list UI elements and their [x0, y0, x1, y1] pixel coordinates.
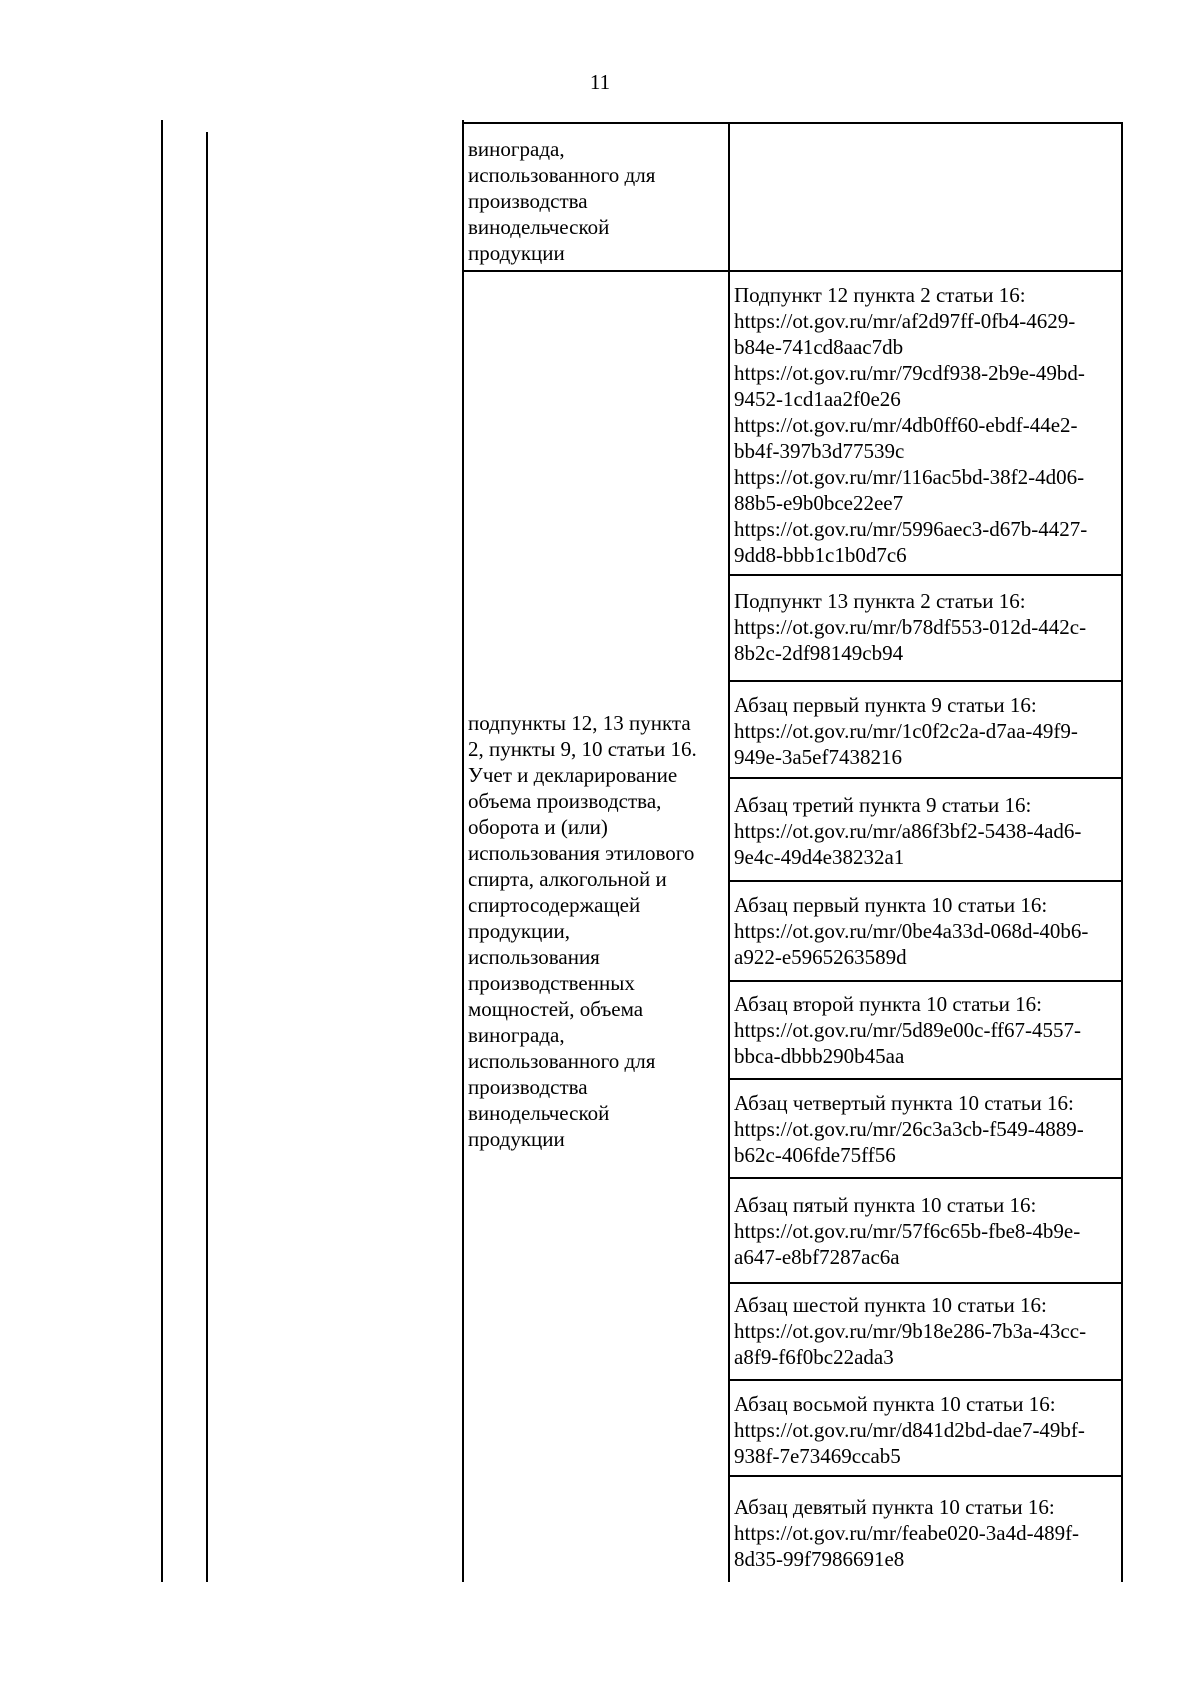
reference-cell: Абзац второй пункта 10 статьи 16: https://ot.gov.ru/mr/5d89e00c-ff67-4557- bbca-dbbb290b45aa [734, 992, 1082, 1068]
page-number: 11 [589, 70, 611, 94]
row-divider [462, 270, 1123, 272]
table-column-divider-1 [206, 132, 208, 1582]
table-left-border [161, 120, 163, 1582]
table-column-divider-3 [728, 122, 730, 1582]
reference-cell: Абзац восьмой пункта 10 статьи 16: https://ot.gov.ru/mr/d841d2bd-dae7-49bf- 938f-7e73469ccab5 [734, 1392, 1085, 1468]
reference-divider [728, 1282, 1123, 1284]
reference-cell: Абзац первый пункта 9 статьи 16: https://ot.gov.ru/mr/1c0f2c2a-d7aa-49f9- 949e-3a5ef7438216 [734, 693, 1078, 769]
reference-cell: Подпункт 12 пункта 2 статьи 16: https://ot.gov.ru/mr/af2d97ff-0fb4-4629- b84e-741cd8aac7db https://ot.gov.ru/mr/79cdf938-2b9e-49bd- 9452-1cd1aa2f0e26 https://ot.gov.ru/mr/4db0ff60-ebdf-44e2- bb4f-397b3d77539c https://ot.gov.ru/mr/116ac5bd-38f2-4d06- 88b5-e9b0bce22ee7 https://ot.gov.ru/mr/5996aec3-d67b-4427- 9dd8-bbb1c1b0d7c6 [734, 283, 1088, 567]
reference-cell: Абзац шестой пункта 10 статьи 16: https://ot.gov.ru/mr/9b18e286-7b3a-43cc- a8f9-f6f0bc22ada3 [734, 1293, 1087, 1369]
reference-cell: Абзац четвертый пункта 10 статьи 16: https://ot.gov.ru/mr/26c3a3cb-f549-4889- b62c-406fde75ff56 [734, 1091, 1084, 1167]
reference-cell: Абзац девятый пункта 10 статьи 16: https://ot.gov.ru/mr/feabe020-3a4d-489f- 8d35-99f7986691e8 [734, 1495, 1080, 1571]
table-column-divider-2 [462, 120, 464, 1582]
reference-divider [728, 1078, 1123, 1080]
reference-divider [728, 574, 1123, 576]
reference-divider [728, 1177, 1123, 1179]
reference-cell: Подпункт 13 пункта 2 статьи 16: https://ot.gov.ru/mr/b78df553-012d-442c- 8b2c-2df98149cb94 [734, 589, 1087, 665]
reference-divider [728, 880, 1123, 882]
reference-divider [728, 680, 1123, 682]
reference-cell: Абзац третий пункта 9 статьи 16: https://ot.gov.ru/mr/a86f3bf2-5438-4ad6- 9e4c-49d4e38232a1 [734, 793, 1082, 869]
reference-divider [728, 1475, 1123, 1477]
reference-cell: Абзац пятый пункта 10 статьи 16: https://ot.gov.ru/mr/57f6c65b-fbe8-4b9e- a647-e8bf7287ac6a [734, 1193, 1081, 1269]
reference-divider [728, 980, 1123, 982]
reference-cell: Абзац первый пункта 10 статьи 16: https://ot.gov.ru/mr/0be4a33d-068d-40b6- a922-e5965263589d [734, 893, 1089, 969]
carryover-cell-text: винограда, использованного для производства винодельческой продукции [468, 137, 656, 265]
reference-divider [728, 1379, 1123, 1381]
reference-divider [728, 777, 1123, 779]
table-top-border [462, 122, 1123, 124]
requirement-cell-text: подпункты 12, 13 пункта 2, пункты 9, 10 статьи 16. Учет и декларирование объема производства, оборота и (или) использования этилового спирта, алкогольной и спиртосодержащей продукции, использования производственных мощностей, объема винограда, использованного для производства винодельческой продукции [468, 711, 697, 1151]
